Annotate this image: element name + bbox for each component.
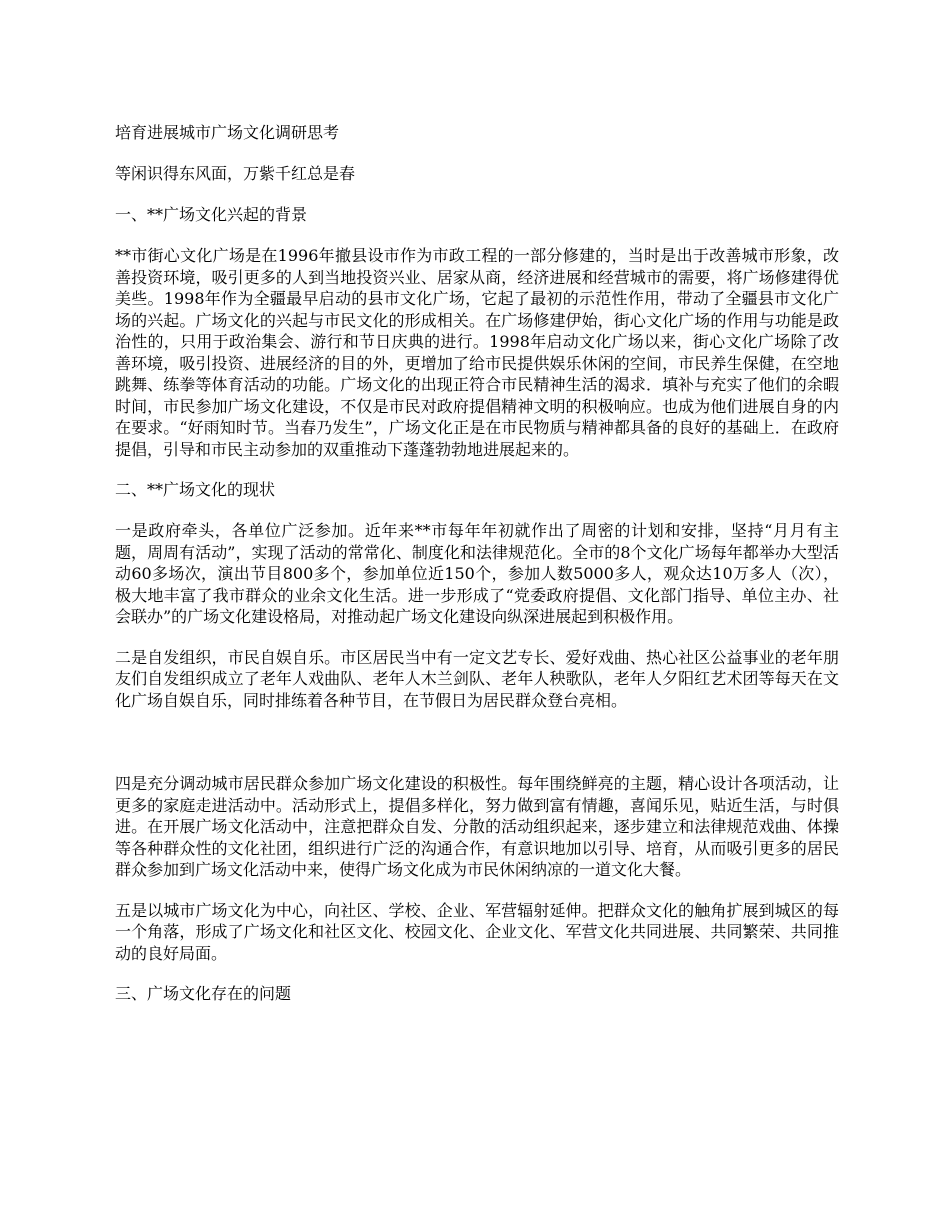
paragraph-status-point-1: 一是政府牵头，各单位广泛参加。近年来**市每年年初就作出了周密的计划和安排，坚持“月月有主题，周周有活动”，实现了活动的常常化、制度化和法律规范化。全市的8个文化广场每年都举办大型活动60多场次，演出节目800多个，参加单位近150个，参加人数5000多人，观众达10万多人（次），极大地丰富了我市群众的业余文化生活。进一步形成了“党委政府提倡、文化部门指导、单位主办、社会联办”的广场文化建设格局，对推动起广场文化建设向纵深进展起到积极作用。 [115,521,839,626]
paragraph-background: **市街心文化广场是在1996年撤县设市作为市政工程的一部分修建的，当时是出于改善城市形象，改善投资环境，吸引更多的人到当地投资兴业、居家从商，经济进展和经营城市的需要，将广场修建得优美些。1998年作为全疆最早启动的县市文化广场，它起了最初的示范性作用，带动了全疆县市文化广场的兴起。广场文化的兴起与市民文化的形成相关。在广场修建伊始，街心文化广场的作用与功能是政治性的，只用于政治集会、游行和节日庆典的进行。1998年启动文化广场以来，街心文化广场除了改善环境，吸引投资、进展经济的目的外，更增加了给市民提供娱乐休闲的空间，市民养生保健，在空地跳舞、练拳等体育活动的功能。广场文化的出现正符合市民精神生活的渴求．填补与充实了他们的余暇时间，市民参加广场文化建设，不仅是市民对政府提倡精神文明的积极响应。也成为他们进展自身的内在要求。“好雨知时节。当春乃发生”，广场文化正是在市民物质与精神都具备的良好的基础上．在政府提倡，引导和市民主动参加的双重推动下蓬蓬勃勃地进展起来的。 [115,246,839,459]
section-heading-problems: 三、广场文化存在的问题 [115,984,292,1003]
paragraph-status-point-4: 四是充分调动城市居民群众参加广场文化建设的积极性。每年围绕鲜亮的主题，精心设计各项活动，让更多的家庭走进活动中。活动形式上，提倡多样化，努力做到富有情趣，喜闻乐见，贴近生活，与时俱进。在开展广场文化活动中，注意把群众自发、分散的活动组织起来，逐步建立和法律规范戏曲、体操等各种群众性的文化社团，组织进行广泛的沟通合作，有意识地加以引导、培育，从而吸引更多的居民群众参加到广场文化活动中来，使得广场文化成为市民休闲纳凉的一道文化大餐。 [115,774,839,879]
paragraph-status-point-5: 五是以城市广场文化为中心，向社区、学校、企业、军营辐射延伸。把群众文化的触角扩展到城区的每一个角落，形成了广场文化和社区文化、校园文化、企业文化、军营文化共同进展、共同繁荣、共同推动的良好局面。 [115,900,839,963]
section-heading-background: 一、**广场文化兴起的背景 [115,205,308,224]
section-heading-status: 二、**广场文化的现状 [115,480,276,499]
document-page [115,122,839,1005]
paragraph-status-point-2: 二是自发组织，市民自娱自乐。市区居民当中有一定文艺专长、爱好戏曲、热心社区公益事业的老年朋友们自发组织成立了老年人戏曲队、老年人木兰剑队、老年人秧歌队，老年人夕阳红艺术团等每天在文化广场自娱自乐，同时排练着各种节目，在节假日为居民群众登台亮相。 [115,647,839,710]
document-title: 培育进展城市广场文化调研思考 [115,123,340,142]
document-subtitle: 等闲识得东风面，万紫千红总是春 [115,164,356,183]
